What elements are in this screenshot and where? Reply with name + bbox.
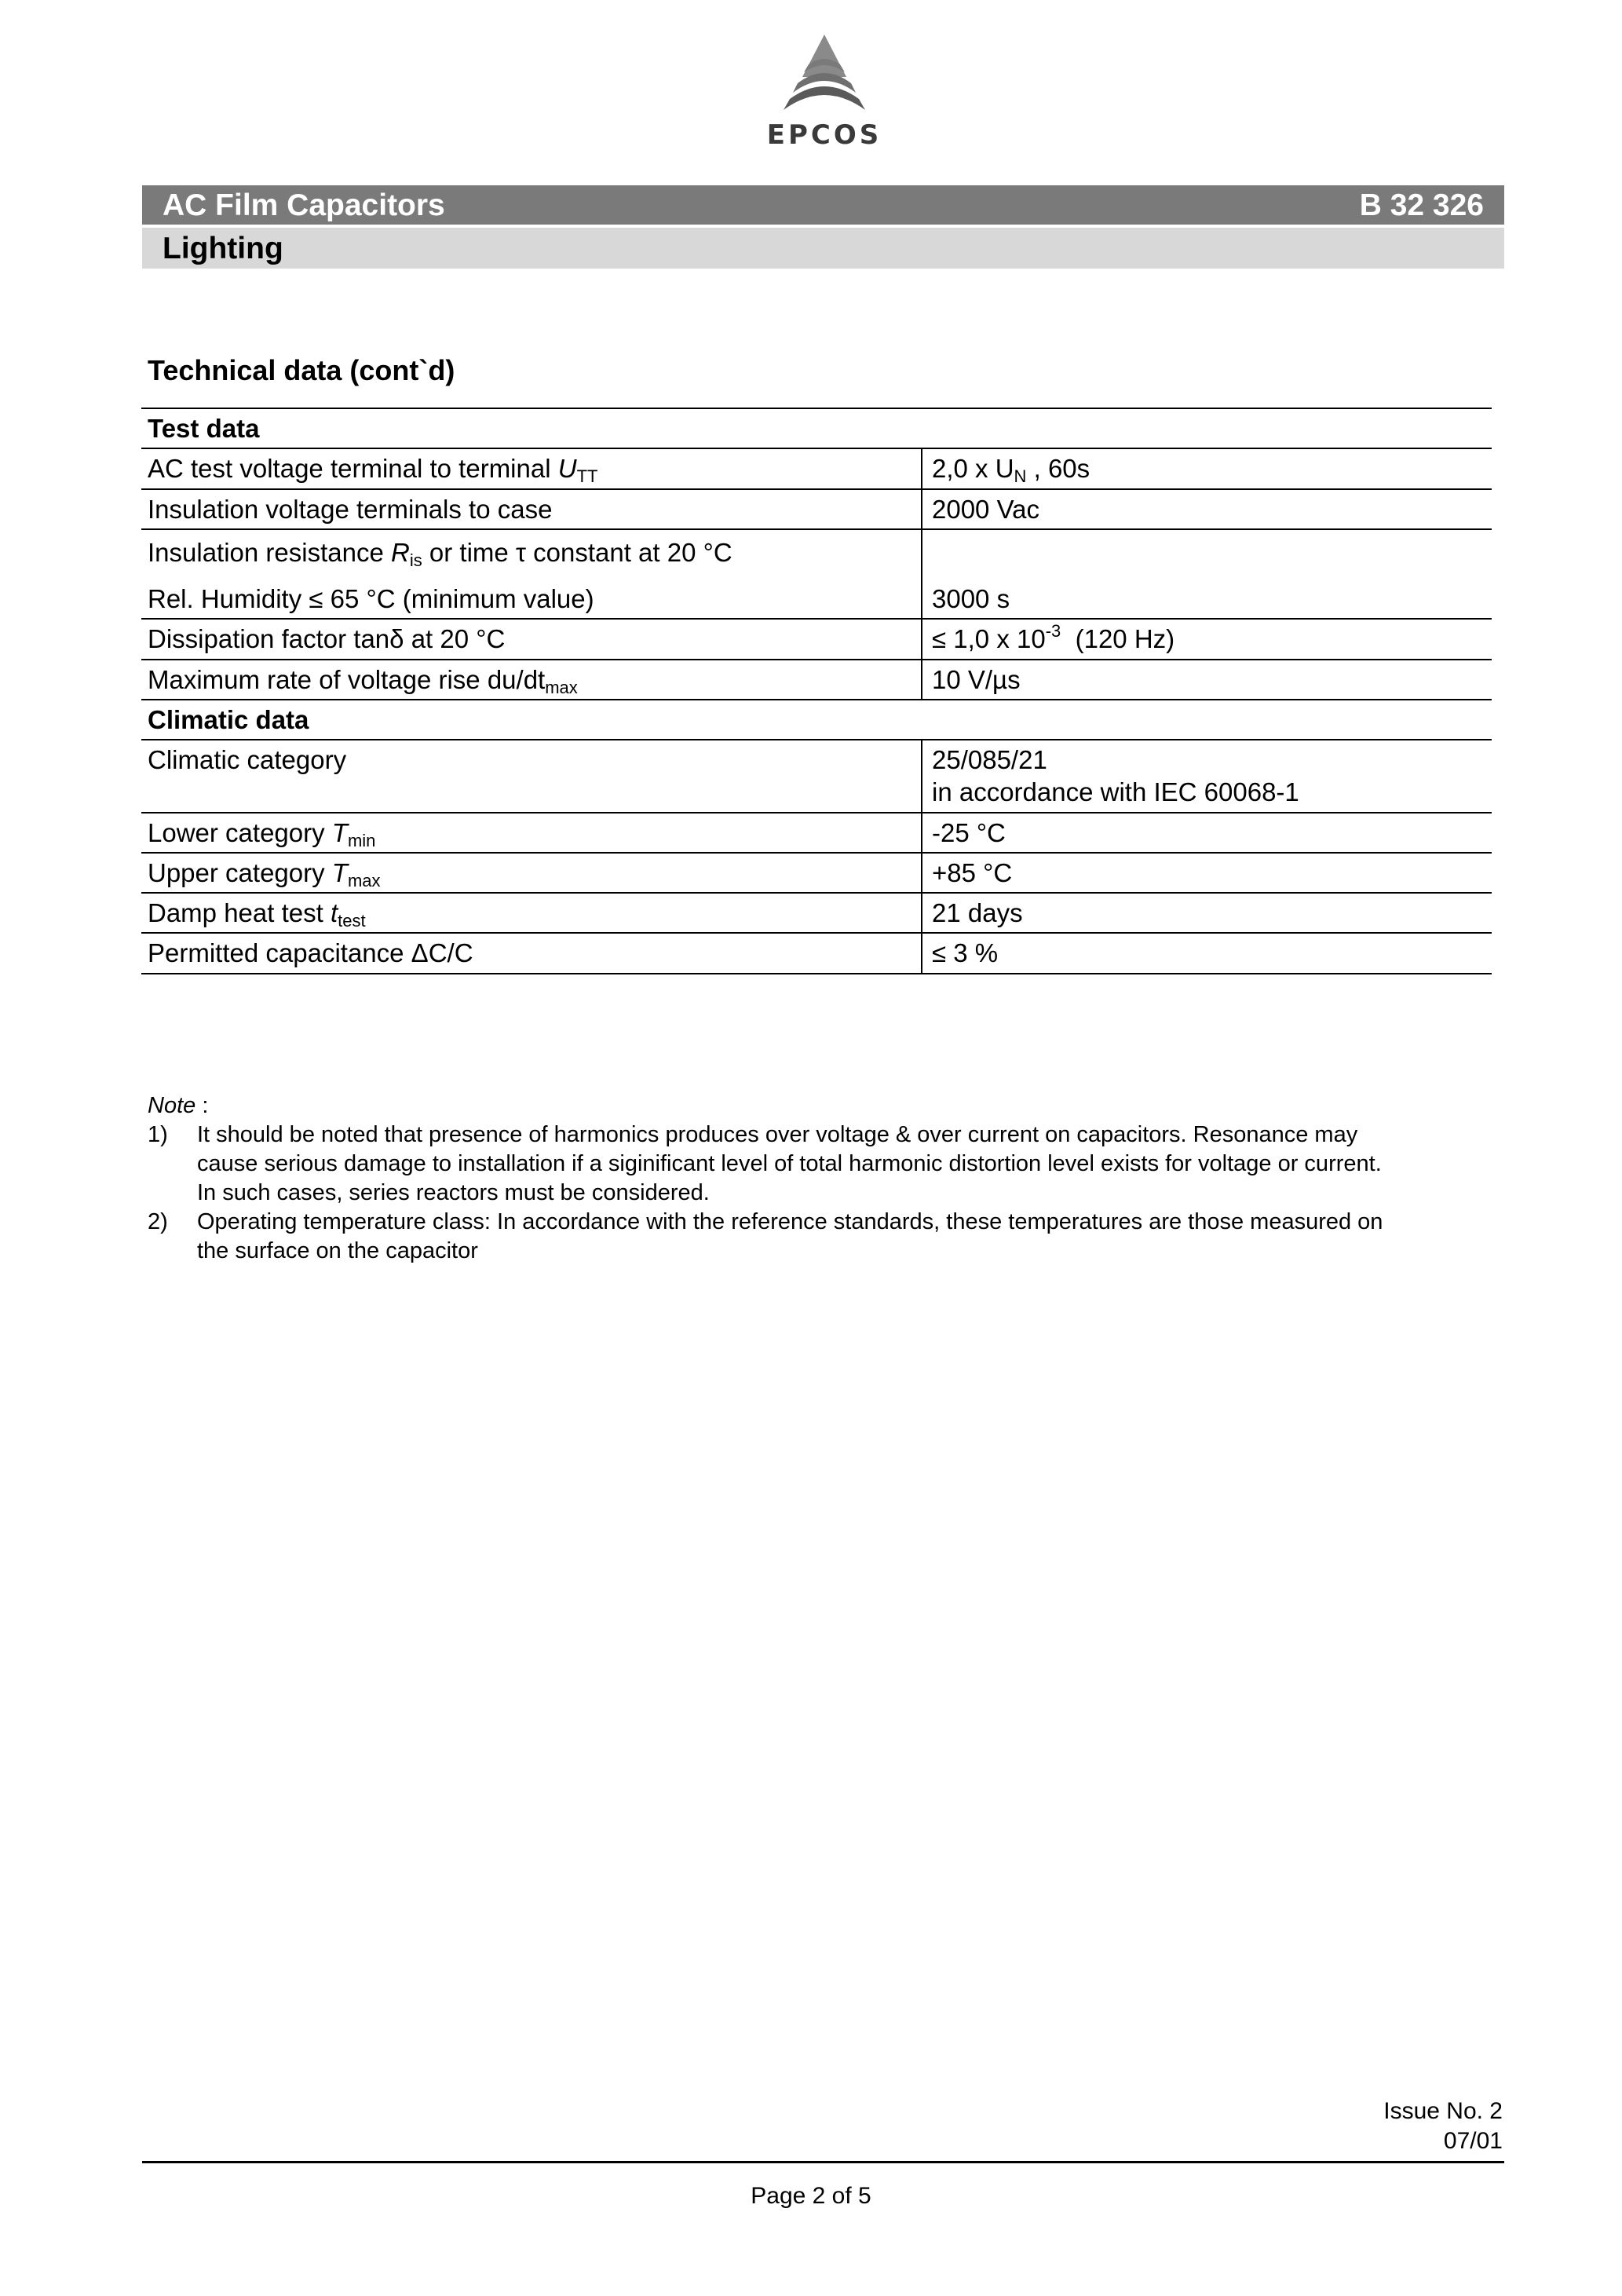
note-item: 1) It should be noted that presence of harmonics produces over voltage & over current on capacitors. Resonance may cause serious damage to installation if a siginificant level of total harmonic distortion level exists for voltage or current. In such cases, series reactors must be considered. — [148, 1122, 1382, 1205]
issue-date: 07/01 — [1443, 2128, 1503, 2154]
row-value: 2000 Vac — [922, 489, 1492, 529]
row-label: AC test voltage terminal to terminal $U_{TT}$ — [141, 448, 922, 488]
table-header-row — [141, 408, 1492, 448]
table-row — [141, 853, 1492, 893]
product-subtitle: Lighting — [163, 232, 283, 265]
table-row — [141, 660, 1492, 700]
table-row — [141, 813, 1492, 853]
issue-info — [1383, 2097, 1503, 2156]
row-label: Dissipation factor tanδ at 20 °C — [141, 619, 922, 659]
row-value: 25/085/21 in accordance with IEC 60068-1 — [922, 740, 1492, 813]
section-title: Technical data (cont`d) — [148, 354, 455, 386]
row-value: -25 °C — [922, 813, 1492, 853]
row-label: Permitted capacitance ΔC/C — [141, 933, 922, 973]
product-title: AC Film Capacitors — [163, 188, 445, 222]
row-label: Insulation resistance $R_{is}$ or time τ constant at 20 °C Rel. Humidity ≤ 65 °C (minimum value) — [141, 529, 922, 620]
row-value: 3000 s — [922, 529, 1492, 620]
epcos-logo — [754, 31, 895, 157]
issue-number: Issue No. 2 — [1383, 2098, 1503, 2124]
part-number: B 32 326 — [1359, 188, 1484, 222]
row-label: Upper category $T_{max}$ — [141, 853, 922, 893]
row-value: 21 days — [922, 893, 1492, 933]
note-item: 2) Operating temperature class: In accordance with the reference standards, these temperatures are those measured on the surface on the capacitor — [148, 1209, 1383, 1263]
row-value: 2,0 x $U_N$ , 60s — [922, 448, 1492, 488]
logo-text: EPCOS — [766, 119, 882, 151]
table-row — [141, 619, 1492, 659]
table-header-row — [141, 700, 1492, 740]
test-data-header: Test data — [141, 408, 1492, 448]
climatic-data-header: Climatic data — [141, 700, 1492, 740]
row-label: Damp heat test $t_{test}$ — [141, 893, 922, 933]
row-value: 10 V/µs — [922, 660, 1492, 700]
notes-section — [148, 1091, 1498, 1266]
row-value: ≤ 3 % — [922, 933, 1492, 973]
epcos-triangle-logo-icon — [769, 31, 879, 118]
table-row — [141, 933, 1492, 973]
footer-divider — [142, 2161, 1504, 2163]
row-label: Insulation voltage terminals to case — [141, 489, 922, 529]
row-label: Lower category $T_{min}$ — [141, 813, 922, 853]
table-row — [141, 529, 1492, 620]
row-value: +85 °C — [922, 853, 1492, 893]
row-label: Climatic category — [141, 740, 922, 813]
technical-data-table — [141, 408, 1492, 974]
table-row — [141, 448, 1492, 488]
table-row — [141, 893, 1492, 933]
header-band — [142, 185, 1504, 225]
subtitle-band — [142, 228, 1504, 269]
row-label: Maximum rate of voltage rise $du/dt_{max}$ — [141, 660, 922, 700]
page-number: Page 2 of 5 — [751, 2183, 871, 2209]
notes-label: Note : — [148, 1093, 209, 1118]
table-row — [141, 489, 1492, 529]
row-value: ≤ 1,0 x $10^{-3}$ (120 Hz) — [922, 619, 1492, 659]
table-row — [141, 740, 1492, 813]
